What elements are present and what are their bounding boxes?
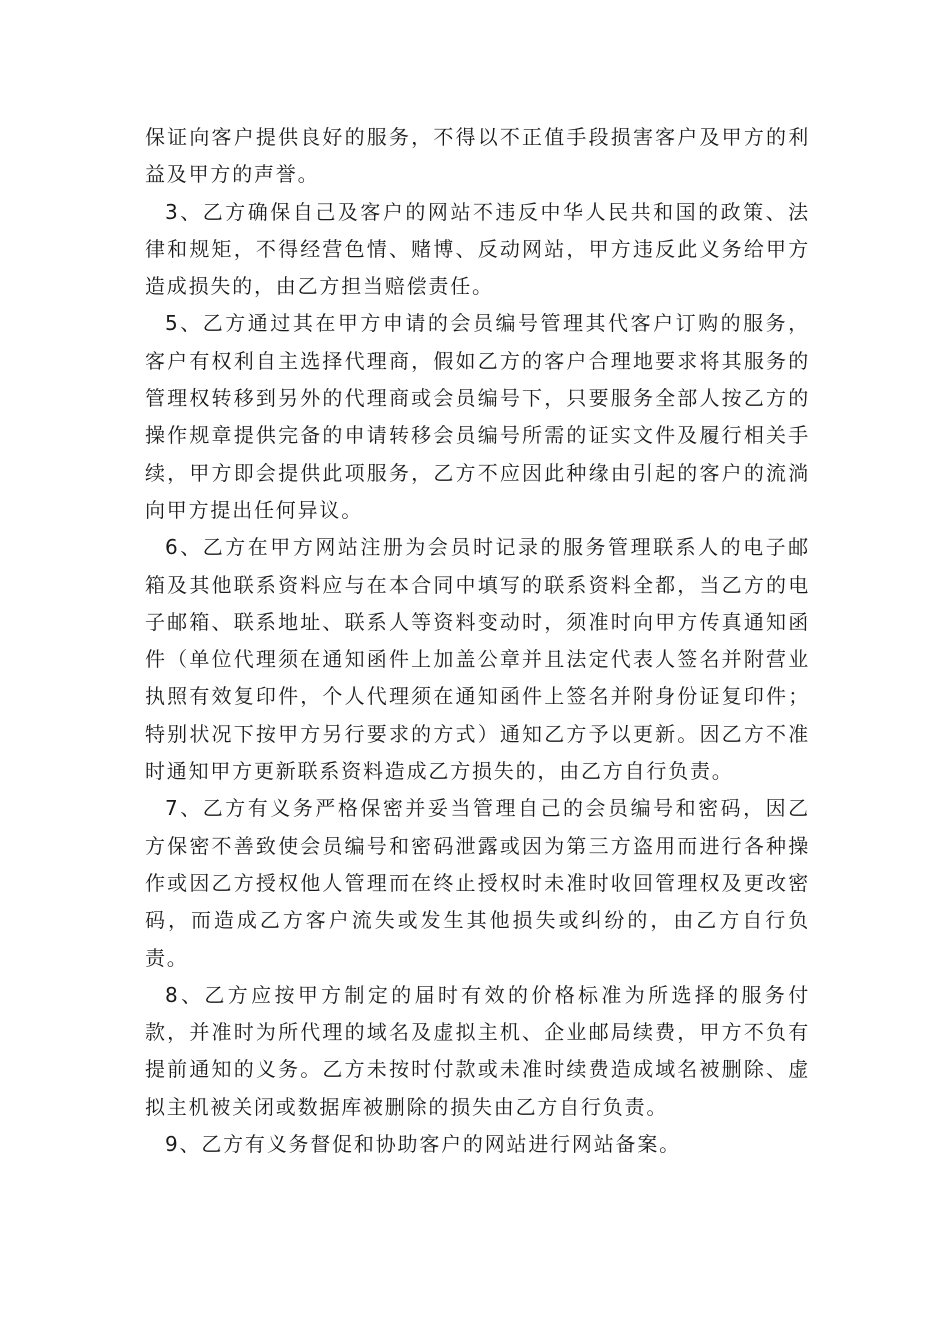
paragraph-continuation: 保证向客户提供良好的服务，不得以不正值手段损害客户及甲方的利益及甲方的声誉。: [145, 125, 810, 187]
clause-3: 3、乙方确保自己及客户的网站不违反中华人民共和国的政策、法律和规矩，不得经营色情、赌博、反动网站，甲方违反此义务给甲方造成损失的，由乙方担当赔偿责任。: [145, 199, 810, 299]
document-page: [145, 119, 810, 1163]
clause-5: 5、乙方通过其在甲方申请的会员编号管理其代客户订购的服务，客户有权利自主选择代理商，假如乙方的客户合理地要求将其服务的管理权转移到另外的代理商或会员编号下，只要服务全部人按乙方的操作规章提供完备的申请转移会员编号所需的证实文件及履行相关手续，甲方即会提供此项服务，乙方不应因此种缘由引起的客户的流淌向甲方提出任何异议。: [145, 311, 810, 522]
clause-9: 9、乙方有义务督促和协助客户的网站进行网站备案。: [165, 1132, 681, 1157]
clause-8: 8、乙方应按甲方制定的届时有效的价格标准为所选择的服务付款，并准时为所代理的域名及虚拟主机、企业邮局续费，甲方不负有提前通知的义务。乙方未按时付款或未准时续费造成域名被删除、虚拟主机被关闭或数据库被删除的损失由乙方自行负责。: [145, 982, 810, 1119]
clause-6: 6、乙方在甲方网站注册为会员时记录的服务管理联系人的电子邮箱及其他联系资料应与在本合同中填写的联系资料全都，当乙方的电子邮箱、联系地址、联系人等资料变动时，须准时向甲方传真通知函件（单位代理须在通知函件上加盖公章并且法定代表人签名并附营业执照有效复印件，个人代理须在通知函件上签名并附身份证复印件；特别状况下按甲方另行要求的方式）通知乙方予以更新。因乙方不准时通知甲方更新联系资料造成乙方损失的，由乙方自行负责。: [145, 535, 810, 784]
clause-7: 7、乙方有义务严格保密并妥当管理自己的会员编号和密码，因乙方保密不善致使会员编号和密码泄露或因为第三方盗用而进行各种操作或因乙方授权他人管理而在终止授权时未准时收回管理权及更改密码，而造成乙方客户流失或发生其他损失或纠纷的，由乙方自行负责。: [145, 796, 810, 970]
